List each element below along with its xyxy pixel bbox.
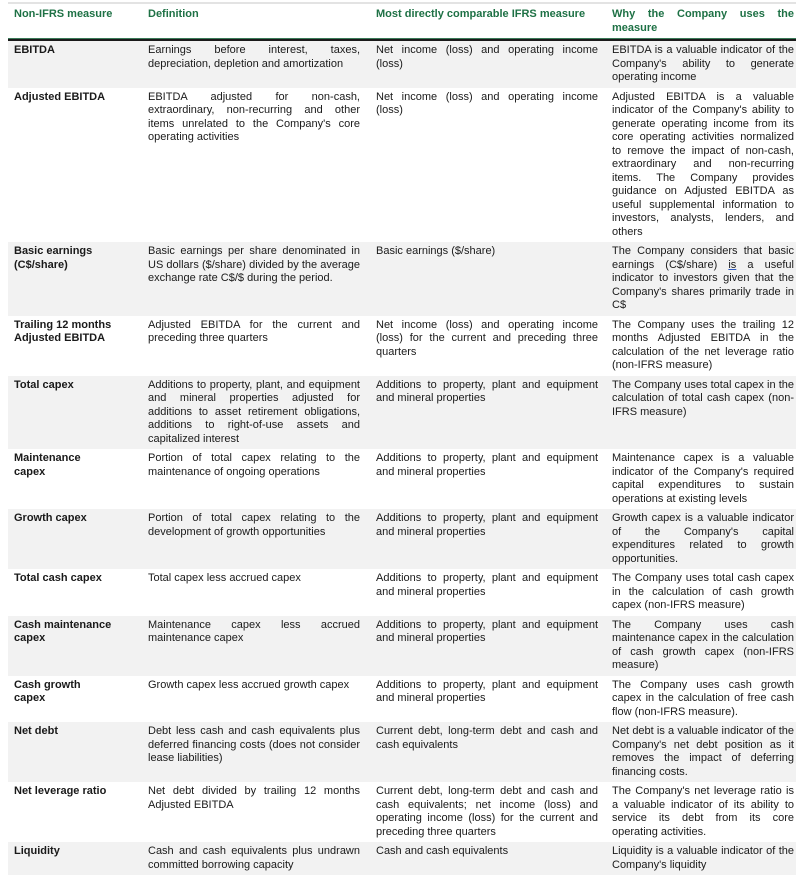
table-row — [8, 782, 796, 842]
table-row — [8, 449, 796, 509]
why-cell: The Company uses total capex in the calculation of total cash capex (non-IFRS measure) — [612, 378, 794, 418]
ifrs-cell: Current debt, long-term debt and cash and cash equivalents; net income (loss) and operating income (loss) for the current and preceding three quarters — [376, 785, 598, 838]
why-cell: The Company considers that basic earnings (C$/share) is a useful indicator to investors given that the Company's shares primarily trade in C$ — [612, 245, 794, 311]
definition-cell: Net debt divided by trailing 12 months Adjusted EBITDA — [148, 785, 360, 811]
definition-cell: Portion of total capex relating to the development of growth opportunities — [148, 512, 360, 538]
definition-cell: Growth capex less accrued growth capex — [148, 678, 350, 691]
measure-cell: EBITDA — [8, 39, 148, 88]
measure-cell: Net debt — [14, 725, 58, 737]
ifrs-cell: Current debt, long-term debt and cash and cash equivalents — [376, 725, 598, 751]
why-cell: The Company uses cash maintenance capex in the calculation of cash growth capex (non-IFRS measure) — [612, 618, 794, 671]
definition-cell: Earnings before interest, taxes, depreciation, depletion and amortization — [148, 39, 376, 88]
table-row — [8, 88, 796, 243]
table-row — [8, 376, 796, 450]
why-cell: The Company's net leverage ratio is a valuable indicator of its ability to service its debt from its core operating activities. — [612, 785, 794, 838]
ifrs-cell: Net income (loss) and operating income (loss) — [376, 90, 598, 116]
why-cell: Growth capex is a valuable indicator of the Company's capital expenditures related to growth opportunities. — [612, 512, 794, 565]
non-ifrs-measures-table — [8, 2, 796, 875]
table-row — [8, 509, 796, 569]
definition-cell: Portion of total capex relating to the maintenance of ongoing operations — [148, 452, 360, 478]
column-header-definition: Definition — [148, 4, 376, 39]
ifrs-cell: Additions to property, plant and equipment and mineral properties — [376, 572, 598, 598]
why-cell: The Company uses the trailing 12 months Adjusted EBITDA in the calculation of the net leverage ratio (non-IFRS measure) — [612, 318, 794, 371]
measure-cell: Liquidity — [14, 845, 60, 857]
definition-cell: Debt less cash and cash equivalents plus deferred financing costs (does not consider lease liabilities) — [148, 725, 360, 764]
column-header-non-ifrs-measure: Non-IFRS measure — [8, 4, 148, 39]
measure-cell: Cash growth capex — [14, 678, 81, 704]
why-cell: Maintenance capex is a valuable indicator of the Company's required capital expenditures to sustain operations at existing levels — [612, 452, 794, 505]
measure-cell: Maintenance capex — [14, 452, 81, 478]
table-row — [8, 39, 796, 88]
table-row — [8, 676, 796, 723]
ifrs-cell: Net income (loss) and operating income (loss) — [376, 39, 612, 88]
ifrs-cell: Additions to property, plant and equipment and mineral properties — [376, 452, 598, 478]
table-row — [8, 616, 796, 676]
measure-cell: Total cash capex — [14, 572, 102, 584]
definition-cell: Maintenance capex less accrued maintenance capex — [148, 618, 360, 644]
table-row — [8, 569, 796, 616]
definition-cell: Basic earnings per share denominated in US dollars ($/share) divided by the average exchange rate C$/$ during the period. — [148, 245, 360, 284]
table-row — [8, 242, 796, 316]
definition-cell: Additions to property, plant, and equipment and mineral properties adjusted for additions to asset retirement obligations, additions to right-of-use assets and capitalized interest — [148, 378, 360, 445]
ifrs-cell: Net income (loss) and operating income (loss) for the current and preceding three quarters — [376, 318, 598, 358]
table-row — [8, 722, 796, 782]
why-cell: Liquidity is a valuable indicator of the Company's liquidity — [612, 845, 794, 871]
why-cell: The Company uses cash growth capex in the calculation of free cash flow (non-IFRS measure). — [612, 678, 794, 718]
ifrs-cell: Additions to property, plant and equipment and mineral properties — [376, 512, 598, 538]
measure-cell: Basic earnings (C$/share) — [14, 245, 93, 271]
measure-cell: Net leverage ratio — [14, 785, 107, 797]
ifrs-cell: Additions to property, plant and equipment and mineral properties — [376, 678, 598, 704]
header-row — [8, 4, 796, 39]
measure-cell: Trailing 12 months Adjusted EBITDA — [14, 318, 112, 344]
definition-cell: EBITDA adjusted for non-cash, extraordinary, non-recurring and other items unrelated to the Company's core operating activities — [148, 90, 360, 143]
definition-cell: Cash and cash equivalents plus undrawn committed borrowing capacity — [148, 845, 360, 871]
column-header-why-company-uses: Why the Company uses the measure — [612, 4, 796, 39]
why-cell: The Company uses total cash capex in the calculation of cash growth capex (non-IFRS measure) — [612, 572, 794, 611]
table-header — [8, 4, 796, 39]
ifrs-cell: Additions to property, plant and equipment and mineral properties — [376, 618, 598, 644]
definition-cell: Total capex less accrued capex — [148, 572, 301, 584]
why-cell: Adjusted EBITDA is a valuable indicator of the Company's ability to generate operating income from its core operating activities normalized to remove the impact of non-cash, extraordinary and non-recurring items. The Company provides guidance on Adjusted EBITDA as useful supplemental information to investors, analysts, lenders, and others — [612, 90, 794, 238]
measure-cell: Growth capex — [14, 512, 87, 524]
ifrs-cell: Cash and cash equivalents — [376, 845, 509, 857]
table-row — [8, 316, 796, 376]
measure-cell: Adjusted EBITDA — [14, 90, 106, 103]
ifrs-cell: Basic earnings ($/share) — [376, 245, 496, 257]
why-cell: EBITDA is a valuable indicator of the Company's ability to generate operating income — [612, 39, 796, 88]
why-cell: Net debt is a valuable indicator of the Company's net debt position as it removes the impact of deferring financing costs. — [612, 725, 794, 778]
measure-cell: Cash maintenance capex — [14, 618, 112, 644]
column-header-comparable-ifrs-measure: Most directly comparable IFRS measure — [376, 4, 612, 39]
table-row — [8, 842, 796, 875]
measure-cell: Total capex — [14, 378, 74, 391]
table-body — [8, 39, 796, 875]
definition-cell: Adjusted EBITDA for the current and preceding three quarters — [148, 318, 360, 344]
ifrs-cell: Additions to property, plant and equipment and mineral properties — [376, 378, 598, 404]
